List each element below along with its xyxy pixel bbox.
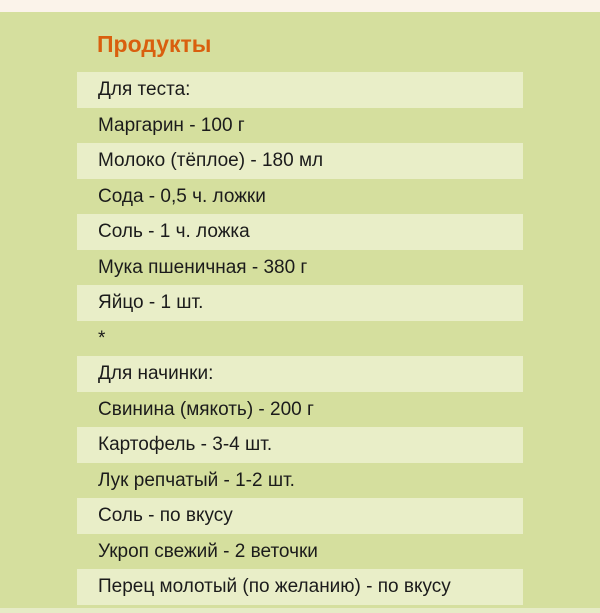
bottom-band — [0, 608, 600, 613]
ingredient-item: Сода - 0,5 ч. ложки — [98, 185, 266, 207]
ingredient-item: Лук репчатый - 1-2 шт. — [98, 469, 295, 491]
section-title: Продукты — [97, 31, 212, 57]
top-band — [0, 0, 600, 12]
ingredient-item: Мука пшеничная - 380 г — [98, 256, 308, 278]
ingredient-item: Соль - 1 ч. ложка — [77, 214, 523, 250]
ingredient-item: Для начинки: — [77, 356, 523, 392]
ingredients-list — [77, 72, 523, 605]
ingredient-item: Картофель - 3-4 шт. — [77, 427, 523, 463]
ingredient-item: Свинина (мякоть) - 200 г — [98, 398, 314, 420]
ingredient-item: Яйцо - 1 шт. — [77, 285, 523, 321]
ingredient-item: Соль - по вкусу — [77, 498, 523, 534]
ingredient-separator: * — [98, 327, 106, 349]
ingredient-item: Для теста: — [77, 72, 523, 108]
ingredient-item: Перец молотый (по желанию) - по вкусу — [77, 569, 523, 605]
ingredient-item: Молоко (тёплое) - 180 мл — [77, 143, 523, 179]
ingredient-item: Маргарин - 100 г — [98, 114, 245, 136]
ingredient-item: Укроп свежий - 2 веточки — [98, 540, 318, 562]
